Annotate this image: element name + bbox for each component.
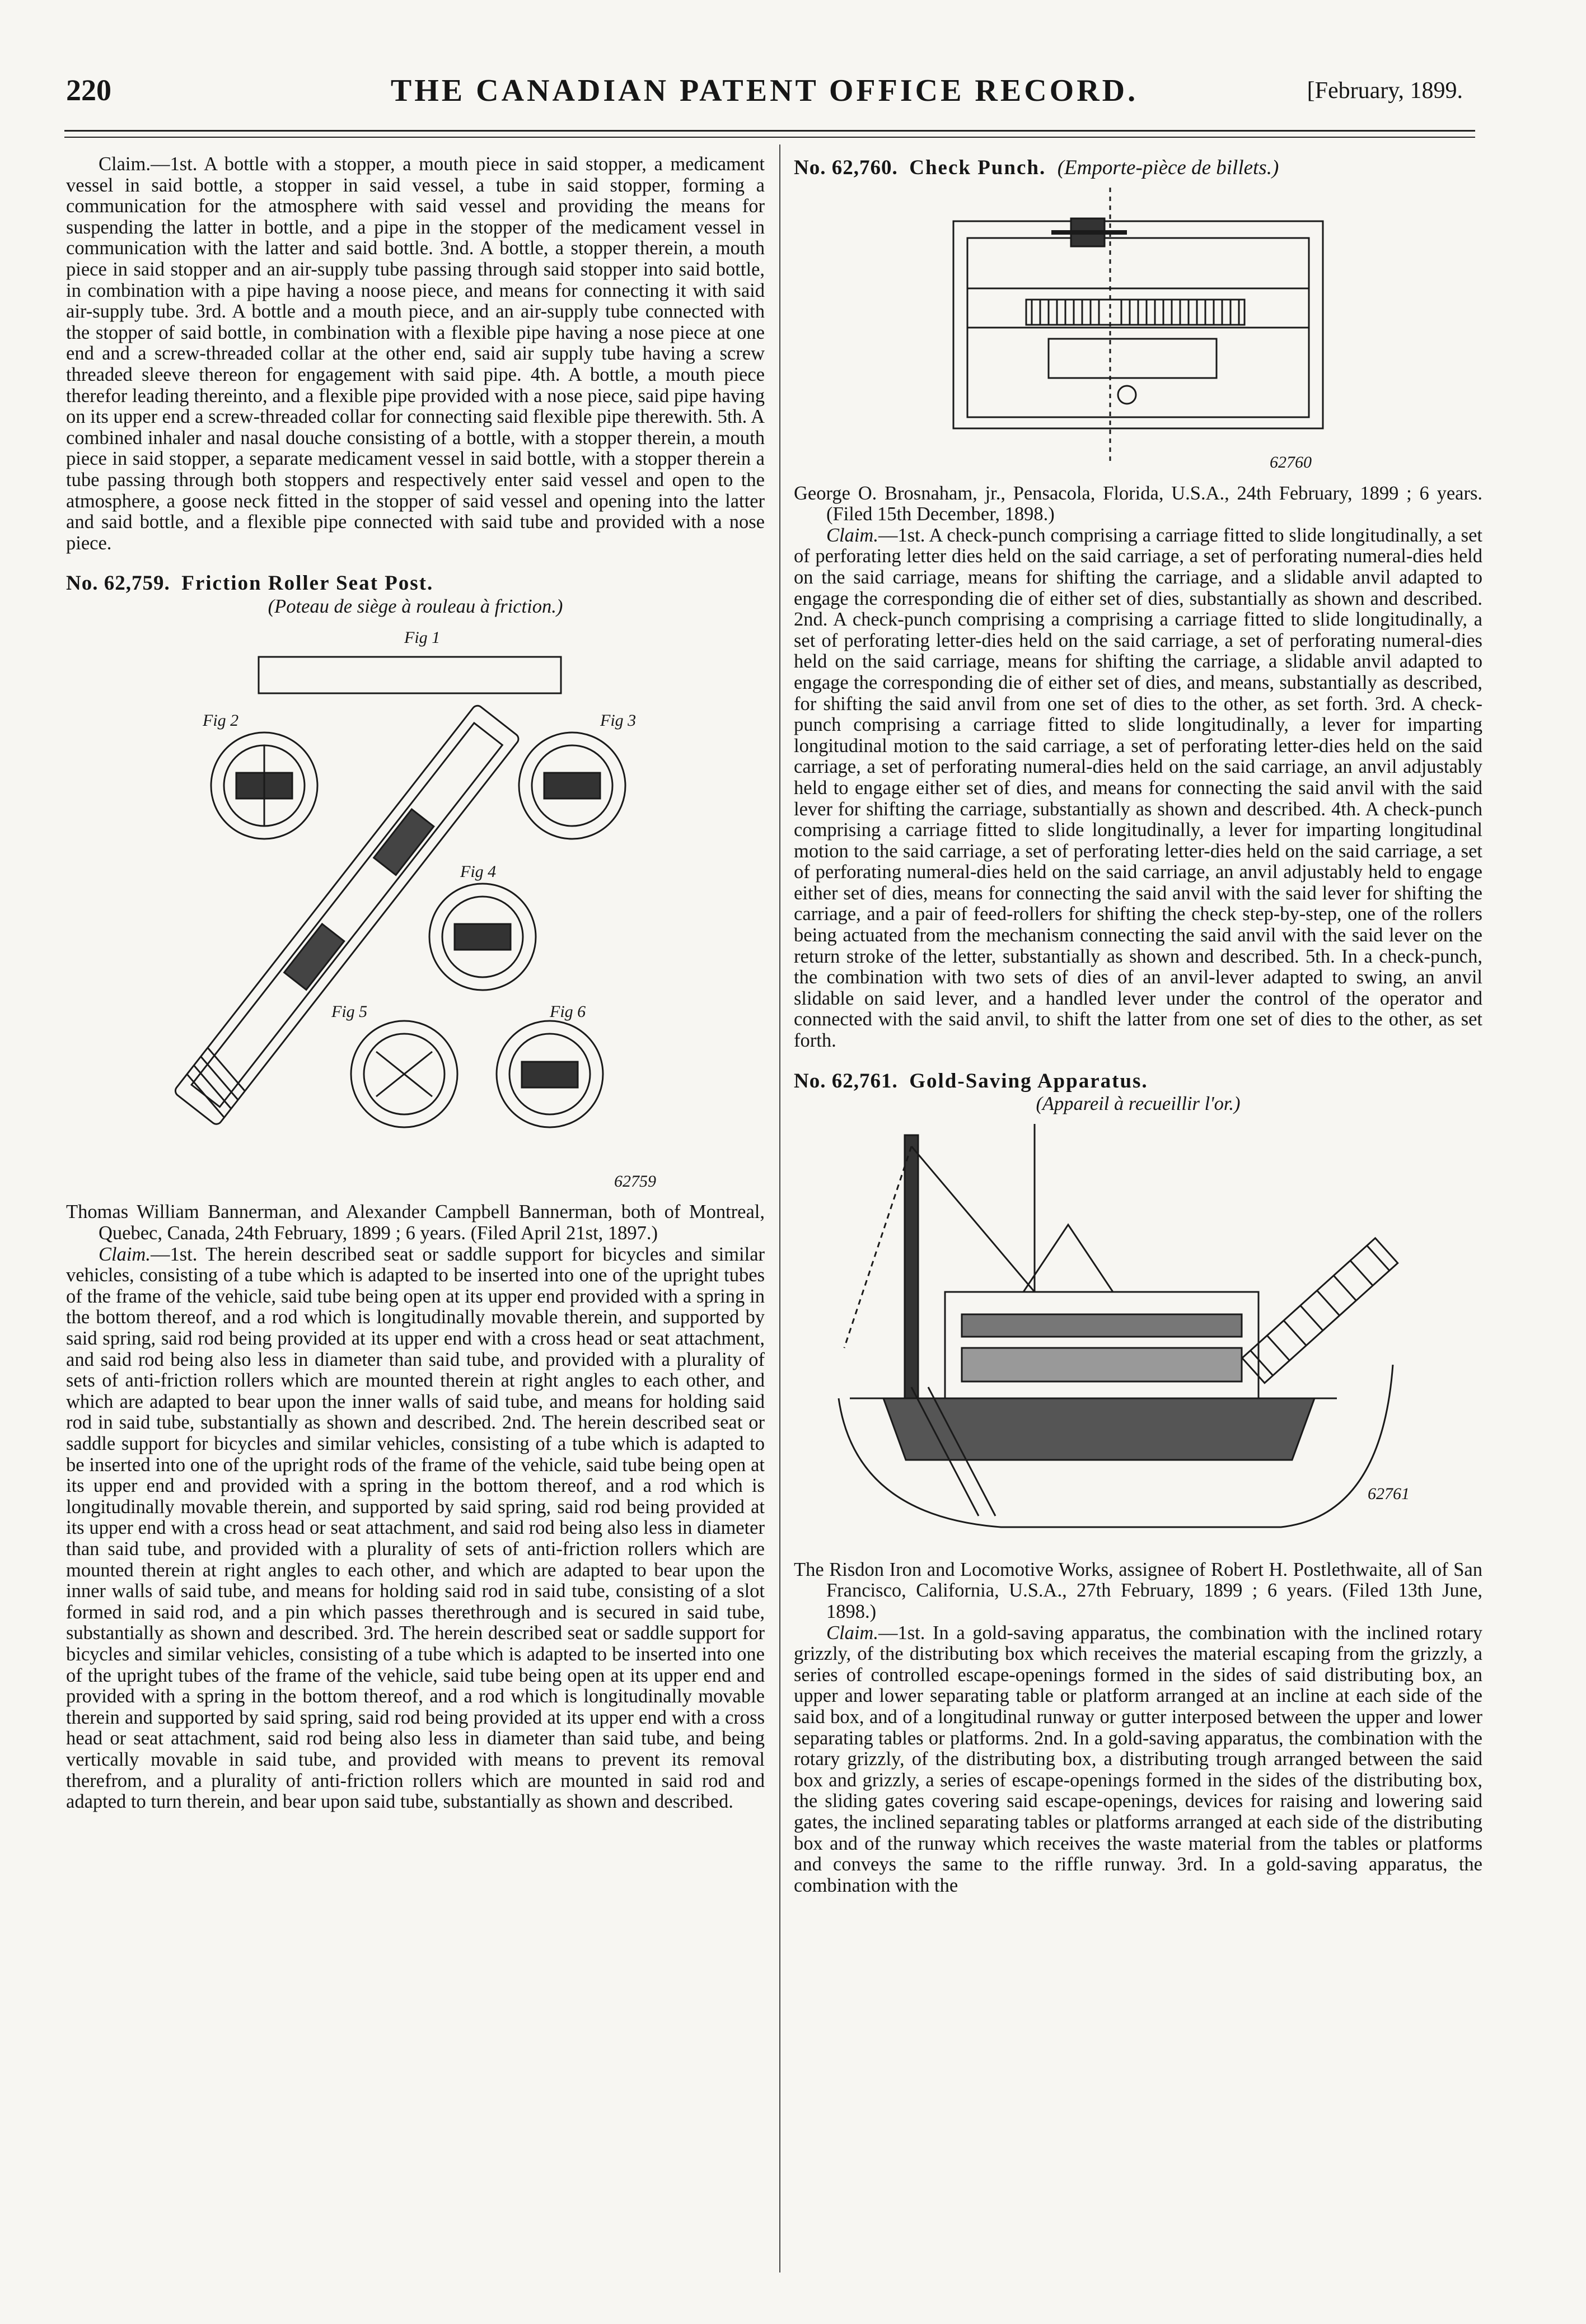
fig-label: Fig 6 — [550, 1002, 586, 1021]
patent-name: Gold-Saving Apparatus. — [909, 1069, 1148, 1093]
patent-name: Check Punch. — [909, 156, 1046, 179]
header-rule — [64, 130, 1475, 132]
patent-heading-62760 — [794, 157, 1482, 179]
patent-heading-62759 — [66, 573, 765, 594]
gold-saving-figure — [833, 1124, 1443, 1550]
claim-text — [794, 525, 1482, 1052]
patent-number: No. 62,759. — [66, 572, 170, 595]
continued-claim-text: Claim.—1st. A bottle with a stopper, a mouth piece in said stopper, a medicament vessel in said bottle, a stopper in said vessel, a tube in said stopper, forming a communication for the atmosphere with said vessel and providing the means for suspending the latter in bottle, and a pipe in the stopper of the medicament vessel in communication with the latter and said bottle. 3nd. A bottle, a stopper therein, a mouth piece in said stopper and an air-supply tube passing through said stopper into said bottle, in combination with a pipe having a noose piece, and means for connecting it with said air-supply tube. 3rd. A bottle and a mouth piece, and an air-supply tube connected with the stopper of said bottle, in combination with a flexible pipe having a nose piece at one end and a screw-threaded collar at the other end, said air supply tube having a screw threaded sleeve thereon for engagement with said pipe. 4th. A bottle, a mouth piece therefor leading thereinto, and a flexible pipe provided with a nose piece, said pipe having on its upper end a screw-threaded collar for connecting said flexible pipe therewith. 5th. A combined inhaler and nasal douche consisting of a bottle, with a stopper therein, a mouth piece in said stopper, a separate medicament vessel in said bottle, with a stopper therein a tube passing through both stoppers and respectively enter said vessel and open to the atmosphere, a goose neck fitted in the stopper of said vessel and opening into the latter and said bottle, and a flexible pipe connected with said tube and provided with a nose piece. — [66, 153, 765, 554]
seat-post-figure — [169, 626, 662, 1192]
figure-number: 62759 — [614, 1172, 656, 1191]
column-divider — [779, 144, 780, 2272]
figure-number: 62760 — [1270, 453, 1312, 472]
patent-number: No. 62,761. — [794, 1069, 898, 1093]
seat-post-drawing — [169, 626, 662, 1192]
claim-body: —1st. A check-punch comprising a carriage fitted to slide longitudinally, a set of perforating letter dies held on the said carriage, a set of perforating numeral-dies held on the said carriage, means for shifting the carriage, and a slidable anvil adapted to engage the corresponding die of either set of dies, substantially as shown and described. 2nd. A check-punch comprising a comprising a carriage fitted to slide longitudinally, a set of perforating letter-dies held on the said carriage, a set of perforating numeral-dies held on the said carriage, means for shifting the carriage, a slidable anvil adapted to engage the corresponding die of either set of dies, and means, substantially as described, for shifting the said anvil from one set of dies to the other, as set forth. 3rd. A check-punch comprising a carriage fitted to slide longitudinally, a lever for imparting longitudinal motion to the said carriage, a set of perforating letter-dies held on the said carriage, a set of perforating numeral-dies held on the said carriage, an anvil adjustably held to engage either set of dies, and means for connecting the said anvil with the said lever for shifting the carriage, substantially as shown and described. 4th. A check-punch comprising a carriage fitted to slide longitudinally, a lever for imparting longitudinal motion to the said carriage, a set of perforating letter-dies held on the said carriage, a set of perforating numeral-dies held on the said carriage, an anvil adjustably held to engage either set of dies, means for connecting the said anvil with the said lever for shifting the carriage, and a pair of feed-rollers for shifting the check step-by-step, one of the rollers being actuated from the mechanism connecting the said anvil with the said lever on the return stroke of the letter, substantially as shown and described. 5th. In a check-punch, the combination with two sets of dies of an anvil-lever adapted to swing, an anvil slidable on said lever, and a handled lever under the control of the operator and connected with the said anvil, to shift the latter from one set of dies to the other, as set forth. — [794, 524, 1482, 1052]
applicant-info: The Risdon Iron and Locomotive Works, assignee of Robert H. Postlethwaite, all of San Francisco, California, U.S.A., 27th February, 1899 ; 6 years. (Filed 13th June, 1898.) — [794, 1558, 1482, 1622]
patent-french-name: (Appareil à recueillir l'or.) — [1036, 1093, 1241, 1115]
fig-label: Fig 2 — [203, 711, 239, 730]
publication-title: THE CANADIAN PATENT OFFICE RECORD. — [390, 73, 1139, 108]
applicant-info: Thomas William Bannerman, and Alexander Campbell Bannerman, both of Montreal, Quebec, Canada, 24th February, 1899 ; 6 years. (Filed April 21st, 1897.) — [66, 1201, 765, 1244]
patent-name: Friction Roller Seat Post. — [181, 572, 434, 595]
right-column — [794, 154, 1482, 1896]
fig-label: Fig 3 — [600, 711, 637, 730]
patent-french-name: (Emporte-pièce de billets.) — [1057, 156, 1279, 179]
claim-text — [66, 1244, 765, 1813]
claim-body: —1st. The herein described seat or saddle support for bicycles and similar vehicles, consisting of a tube which is adapted to be inserted into one of the upright tubes of the frame of the vehicle, said tube being open at its upper end provided with a spring in the bottom thereof, and a rod which is longitudinally movable therein, and supported by said spring, said rod being provided at its upper end with a cross head or seat attachment, and said rod being also less in diameter than said tube, and provided with a plurality of sets of anti-friction rollers which are mounted therein at right angles to each other, and which are adapted to bear upon the inner walls of said tube, and means for holding said rod in said tube, substantially as shown and described. 2nd. The herein described seat or saddle support for bicycles and similar vehicles, consisting of a tube which is adapted to be inserted into one of the upright rods of the frame of the vehicle, said tube being open at its upper end and provided with a spring in the bottom thereof, and a rod which is longitudinally movable therein, and supported by said spring, said rod being provided at its upper end with a cross head or seat attachment, and said rod being also less in diameter than said tube, and provided with a plurality of sets of anti-friction rollers which are mounted therein at right angles to each other, and which are adapted to bear upon the inner walls of said tube, and means for holding said rod in said tube, consisting of a slot formed in said rod, and a pin which passes therethrough and is secured in said tube, substantially as shown and described. 3rd. The herein described seat or saddle support for bicycles and similar vehicles, consisting of a tube which is adapted to be inserted into one of the upright tubes of the frame of the vehicle, said tube being open at its upper end and provided with a spring in the bottom thereof, and a rod which is longitudinally movable therein and supported by said spring, said rod being provided at its upper end with a cross head or seat attachment, said rod being also less in diameter than said tube, and being vertically movable in said tube, and provided with means to prevent its removal therefrom, and a plurality of anti-friction rollers which are mounted in said rod and adapted to turn therein, and bear upon said tube, substantially as shown and described. — [66, 1243, 765, 1813]
left-column — [66, 154, 765, 1813]
claim-label: Claim. — [826, 524, 878, 546]
check-punch-figure — [942, 188, 1334, 473]
claim-label: Claim. — [826, 1622, 878, 1644]
fig-label: Fig 4 — [460, 862, 497, 881]
fig-label: Fig 1 — [404, 628, 441, 647]
figure-number: 62761 — [1368, 1485, 1410, 1504]
patent-number: No. 62,760. — [794, 156, 898, 179]
fig-label: Fig 5 — [331, 1002, 368, 1021]
header-rule-thin — [64, 137, 1475, 138]
patent-heading-62761 — [794, 1071, 1482, 1092]
claim-body: —1st. In a gold-saving apparatus, the combination with the inclined rotary grizzly, of the distributing box which receives the material escaping from the grizzly, a series of controlled escape-openings formed in the sides of said distributing box, an upper and lower separating table or platform arranged at an incline at each side of the said box, and of a longitudinal runway or gutter interposed between the upper and lower separating tables or platforms. 2nd. In a gold-saving apparatus, the combination with the rotary grizzly, of the distributing box, a distributing trough arranged between the said box and grizzly, a series of escape-openings formed in the sides of the distributing box, the sliding gates covering said escape-openings, devices for raising and lowering said gates, the inclined separating tables or platforms arranged at each side of the distributing box and of the runway which receives the waste material from the tables or platforms and conveys the same to the riffle runway. 3rd. In a gold-saving apparatus, the combination with the — [794, 1622, 1482, 1896]
claim-text — [794, 1623, 1482, 1897]
page-number: 220 — [66, 73, 111, 107]
running-header — [66, 73, 1463, 123]
gold-saving-drawing — [833, 1124, 1443, 1550]
patent-french-name: (Poteau de siège à rouleau à friction.) — [268, 595, 563, 617]
claim-label: Claim. — [99, 1243, 151, 1265]
applicant-info: George O. Brosnaham, jr., Pensacola, Florida, U.S.A., 24th February, 1899 ; 6 years. (Filed 15th December, 1898.) — [794, 482, 1482, 525]
issue-date: [February, 1899. — [1307, 78, 1463, 104]
check-punch-drawing — [942, 188, 1334, 473]
